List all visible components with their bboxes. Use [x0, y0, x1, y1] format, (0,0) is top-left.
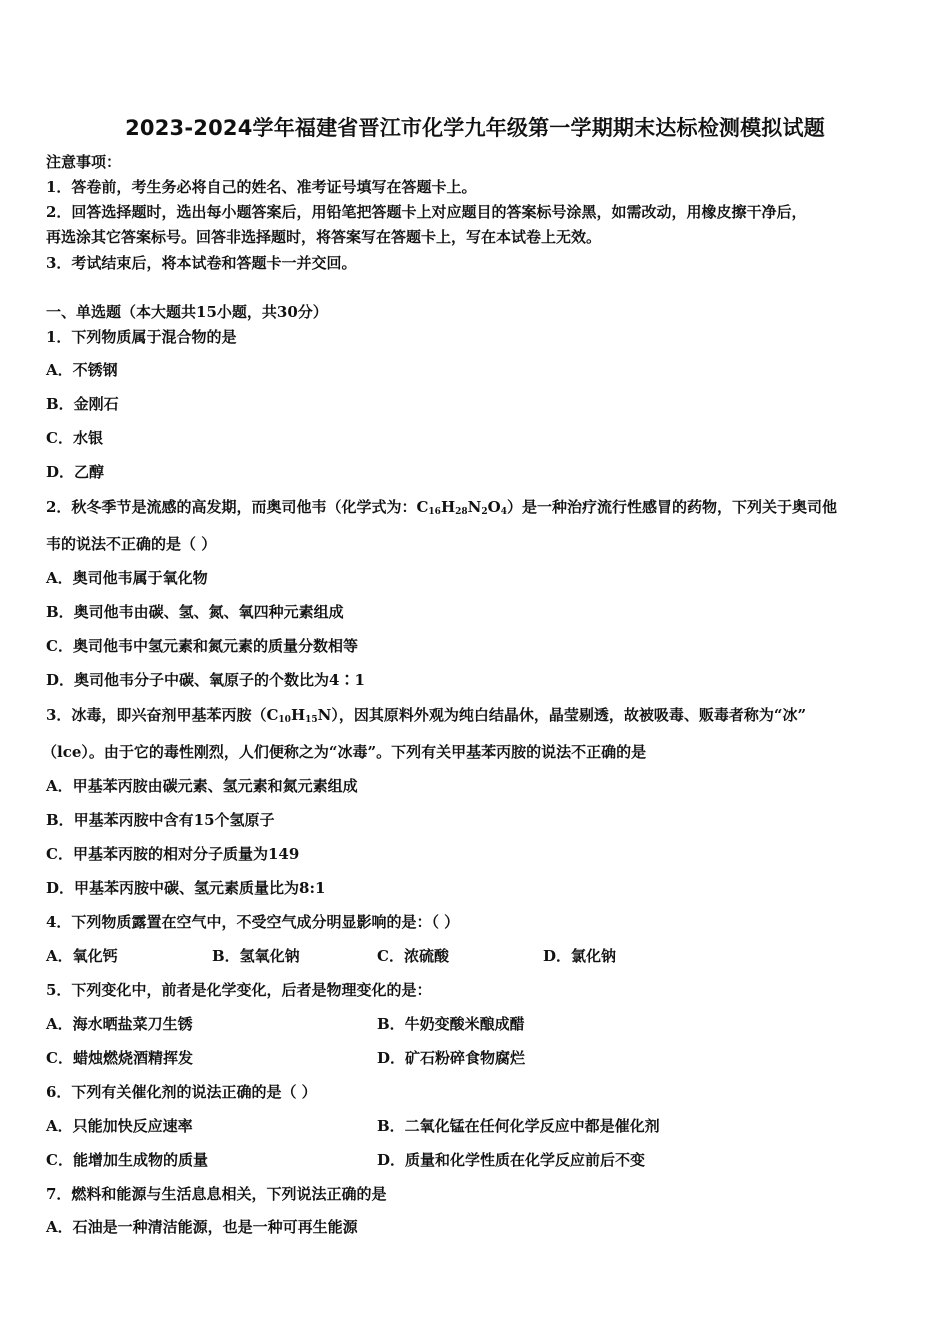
- q6-option-b: B．二氧化锰在任何化学反应中都是催化剂: [377, 1117, 660, 1135]
- section-heading: 一、单选题（本大题共15小题，共30分）: [46, 303, 328, 321]
- q2-option-c: C．奥司他韦中氢元素和氮元素的质量分数相等: [46, 637, 358, 655]
- q1-option-d: D．乙醇: [46, 463, 105, 481]
- q6-option-d: D．质量和化学性质在化学反应前后不变: [377, 1151, 646, 1169]
- notice-item-1: 1．答卷前，考生务必将自己的姓名、准考证号填写在答题卡上。: [46, 178, 477, 196]
- q3-stem-part2: ），因其原料外观为纯白结晶休，晶莹剔透，故被吸毒、贩毒者称为“冰”: [331, 706, 807, 724]
- q3-stem-cont: （lce）。由于它的毒性刚烈，人们便称之为“冰毒”。下列有关甲基苯丙胺的说法不正确的是: [42, 743, 647, 761]
- notice-item-2: 2．回答选择题时，选出每小题答案后，用铅笔把答题卡上对应题目的答案标号涂黑，如需改动，用橡皮擦干净后，: [46, 203, 807, 221]
- q4-option-b: B．氢氧化钠: [212, 947, 300, 965]
- q6-option-c: C．能增加生成物的质量: [46, 1151, 208, 1169]
- q7-stem: 7．燃料和能源与生活息息相关，下列说法正确的是: [46, 1185, 387, 1203]
- q3-option-b: B．甲基苯丙胺中含有15个氢原子: [46, 811, 275, 829]
- notice-item-3: 3．考试结束后，将本试卷和答题卡一并交回。: [46, 254, 357, 272]
- formula-element: N: [467, 498, 482, 516]
- q6-stem: 6．下列有关催化剂的说法正确的是（ ）: [46, 1083, 317, 1101]
- q6-option-a: A．只能加快反应速率: [46, 1117, 193, 1135]
- q3-formula: [266, 706, 331, 724]
- q5-option-c: C．蜡烛燃烧酒精挥发: [46, 1049, 193, 1067]
- formula-element: H: [290, 706, 306, 724]
- q2-option-d: D．奥司他韦分子中碳、氧原子的个数比为4∶1: [46, 671, 365, 689]
- q5-option-a: A．海水晒盐菜刀生锈: [46, 1015, 193, 1033]
- formula-element: O: [487, 498, 501, 516]
- q3-stem-part1: 3．冰毒，即兴奋剂甲基苯丙胺（: [46, 706, 267, 724]
- formula-subscript: 2: [481, 507, 488, 517]
- q2-formula: [416, 498, 507, 516]
- q2-stem-cont: 韦的说法不正确的是（ ）: [46, 535, 217, 553]
- q4-option-c: C．浓硫酸: [377, 947, 449, 965]
- q2-option-b: B．奥司他韦由碳、氢、氮、氧四种元素组成: [46, 603, 344, 621]
- notice-heading: 注意事项：: [46, 153, 122, 171]
- formula-subscript: 10: [278, 715, 291, 725]
- q3-option-a: A．甲基苯丙胺由碳元素、氢元素和氮元素组成: [46, 777, 358, 795]
- formula-subscript: 15: [305, 715, 318, 725]
- formula-element: N: [317, 706, 332, 724]
- q3-option-d: D．甲基苯丙胺中碳、氢元素质量比为8:1: [46, 879, 326, 897]
- q2-option-a: A．奥司他韦属于氧化物: [46, 569, 208, 587]
- q3-option-c: C．甲基苯丙胺的相对分子质量为149: [46, 845, 300, 863]
- q5-stem: 5．下列变化中，前者是化学变化，后者是物理变化的是：: [46, 981, 432, 999]
- q3-stem: [46, 705, 806, 725]
- q2-stem: [46, 497, 837, 517]
- formula-element: C: [416, 498, 429, 516]
- formula-subscript: 4: [500, 507, 507, 517]
- q5-option-d: D．矿石粉碎食物腐烂: [377, 1049, 526, 1067]
- formula-subscript: 16: [428, 507, 441, 517]
- formula-subscript: 28: [455, 507, 468, 517]
- notice-item-2-cont: 再选涂其它答案标号。回答非选择题时，将答案写在答题卡上，写在本试卷上无效。: [46, 228, 602, 246]
- q1-option-b: B．金刚石: [46, 395, 119, 413]
- q7-option-a: A．石油是一种清洁能源，也是一种可再生能源: [46, 1218, 358, 1236]
- q4-option-d: D．氯化钠: [543, 947, 617, 965]
- q1-option-c: C．水银: [46, 429, 103, 447]
- formula-element: H: [440, 498, 456, 516]
- formula-element: C: [266, 706, 279, 724]
- q4-option-a: A．氧化钙: [46, 947, 118, 965]
- q4-stem: 4．下列物质露置在空气中，不受空气成分明显影响的是：（ ）: [46, 913, 460, 931]
- q1-option-a: A．不锈钢: [46, 361, 118, 379]
- page-title: 2023-2024学年福建省晋江市化学九年级第一学期期末达标检测模拟试题: [125, 116, 825, 140]
- q2-stem-part1: 2．秋冬季节是流感的高发期，而奥司他韦（化学式为：: [46, 498, 417, 516]
- q1-stem: 1．下列物质属于混合物的是: [46, 328, 237, 346]
- q2-stem-part2: ）是一种治疗流行性感冒的药物，下列关于奥司他: [506, 498, 837, 516]
- q5-option-b: B．牛奶变酸米酿成醋: [377, 1015, 525, 1033]
